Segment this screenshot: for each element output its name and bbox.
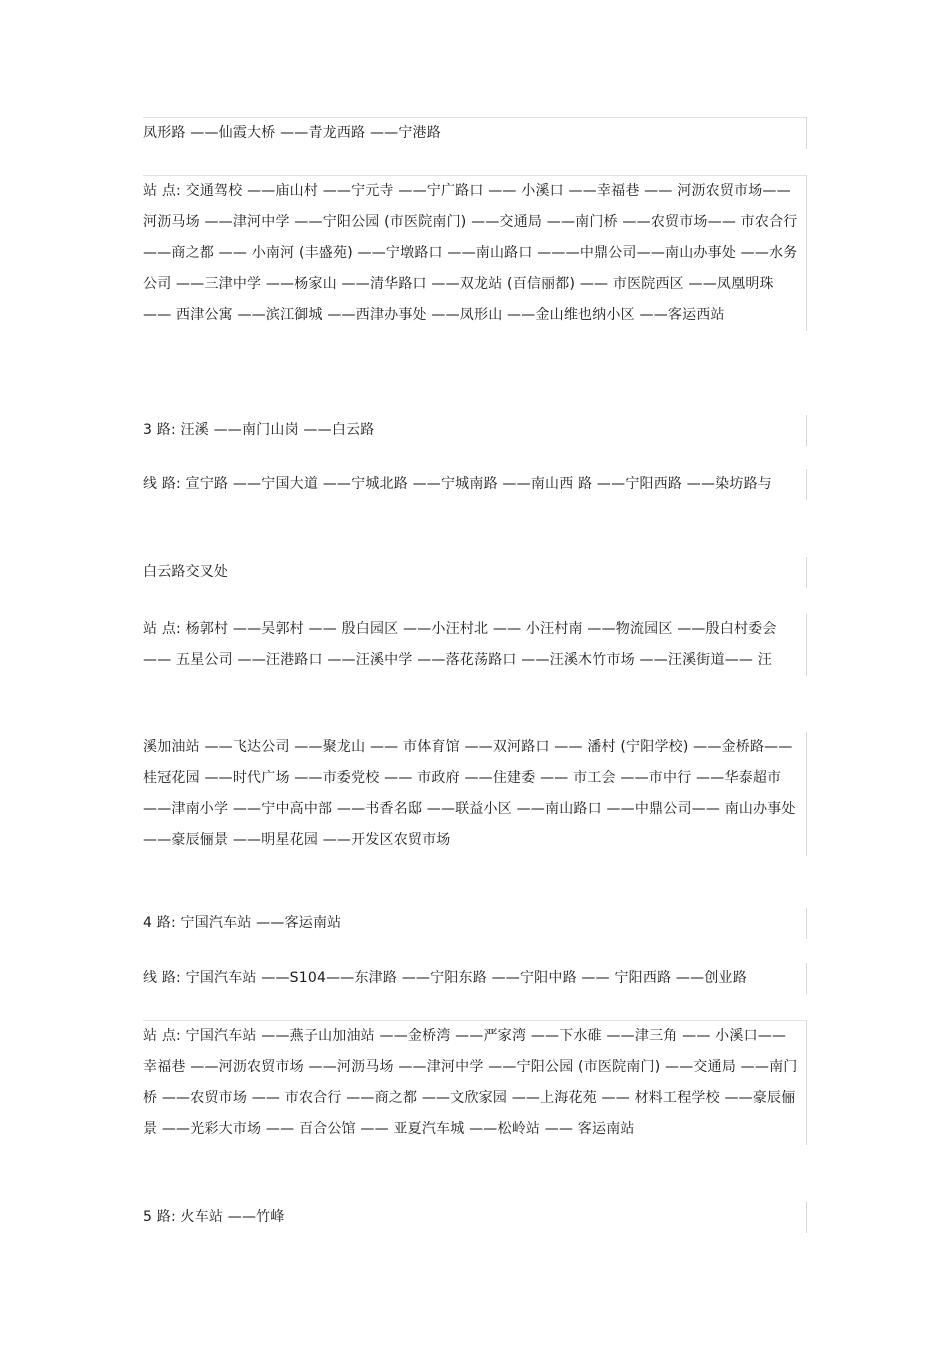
route5-title-row (143, 1202, 807, 1233)
route3-title-text: 3 路: 汪溪 ——南门山岗 ——白云路 (143, 422, 375, 438)
route2-tail-text: 凤形路 ——仙霞大桥 ——青龙西路 ——宁港路 (143, 125, 441, 141)
route5-title-text: 5 路: 火车站 ——竹峰 (143, 1209, 285, 1225)
route4-stops-block (143, 1020, 807, 1145)
route3-line-row (143, 469, 807, 500)
route4-title-text: 4 路: 宁国汽车站 ——客运南站 (143, 915, 342, 931)
route2-tail-row (143, 117, 807, 149)
route3-stops-block-b (143, 732, 807, 856)
route4-line-row (143, 963, 807, 994)
route3-title-row (143, 415, 807, 446)
route3-line-cont-text: 白云路交叉处 (143, 564, 229, 580)
route3-stops-block-a (143, 614, 807, 676)
route3-stops-text-b: 溪加油站 ——飞达公司 ——聚龙山 —— 市体育馆 ——双河路口 —— 潘村 (宁阳学校) ——金桥路—— 桂冠花园 ——时代广场 ——市委党校 —— 市政府 ——住建委 —— 市工会 ——市中行 ——华泰超市 ——津南小学 ——宁中高中部 ——书香名邸 ——联益小区 ——南山路口 ——中鼎公司—— 南山办事处 ——豪辰俪景 ——明星花园 ——开发区农贸市场 (143, 739, 796, 848)
route2-stops-block (143, 175, 807, 331)
route4-line-text: 线 路: 宁国汽车站 ——S104——东津路 ——宁阳东路 ——宁阳中路 —— 宁阳西路 ——创业路 (143, 970, 747, 986)
route4-title-row (143, 908, 807, 939)
route3-line-cont-row (143, 557, 807, 588)
route2-stops-text: 站 点: 交通驾校 ——庙山村 ——宁元寺 ——宁广路口 —— 小溪口 ——幸福巷 —— 河沥农贸市场—— 河沥马场 ——津河中学 ——宁阳公园 (市医院南门) ——交通局 ——南门桥 ——农贸市场—— 市农合行 ——商之都 —— 小南河 (丰盛苑) ——宁墩路口 ——南山路口 ———中鼎公司——南山办事处 ——水务公司 ——三津中学 ——杨家山 ——清华路口 ——双龙站 (百信丽都) —— 市医院西区 ——凤凰明珠 —— 西津公寓 ——滨江御城 ——西津办事处 ——凤形山 ——金山维也纳小区 ——客运西站 (143, 183, 798, 323)
route4-stops-text: 站 点: 宁国汽车站 ——燕子山加油站 ——金桥湾 ——严家湾 ——下水碓 ——津三角 —— 小溪口—— 幸福巷 ——河沥农贸市场 ——河沥马场 ——津河中学 ——宁阳公园 (市医院南门) ——交通局 ——南门桥 ——农贸市场 —— 市农合行 ——商之都 ——文欣家园 ——上海花苑 —— 材料工程学校 ——豪辰俪景 ——光彩大市场 —— 百合公馆 —— 亚夏汽车城 ——松岭站 —— 客运南站 (143, 1028, 798, 1137)
route3-stops-text-a: 站 点: 杨郭村 ——吴郭村 —— 殷白园区 ——小汪村北 —— 小汪村南 ——物流园区 ——殷白村委会 —— 五星公司 ——汪港路口 ——汪溪中学 ——落花荡路口 ——汪溪木竹市场 ——汪溪街道—— 汪 (143, 621, 777, 668)
route3-line-text: 线 路: 宣宁路 ——宁国大道 ——宁城北路 ——宁城南路 ——南山西 路 ——宁阳西路 ——染坊路与 (143, 476, 772, 492)
